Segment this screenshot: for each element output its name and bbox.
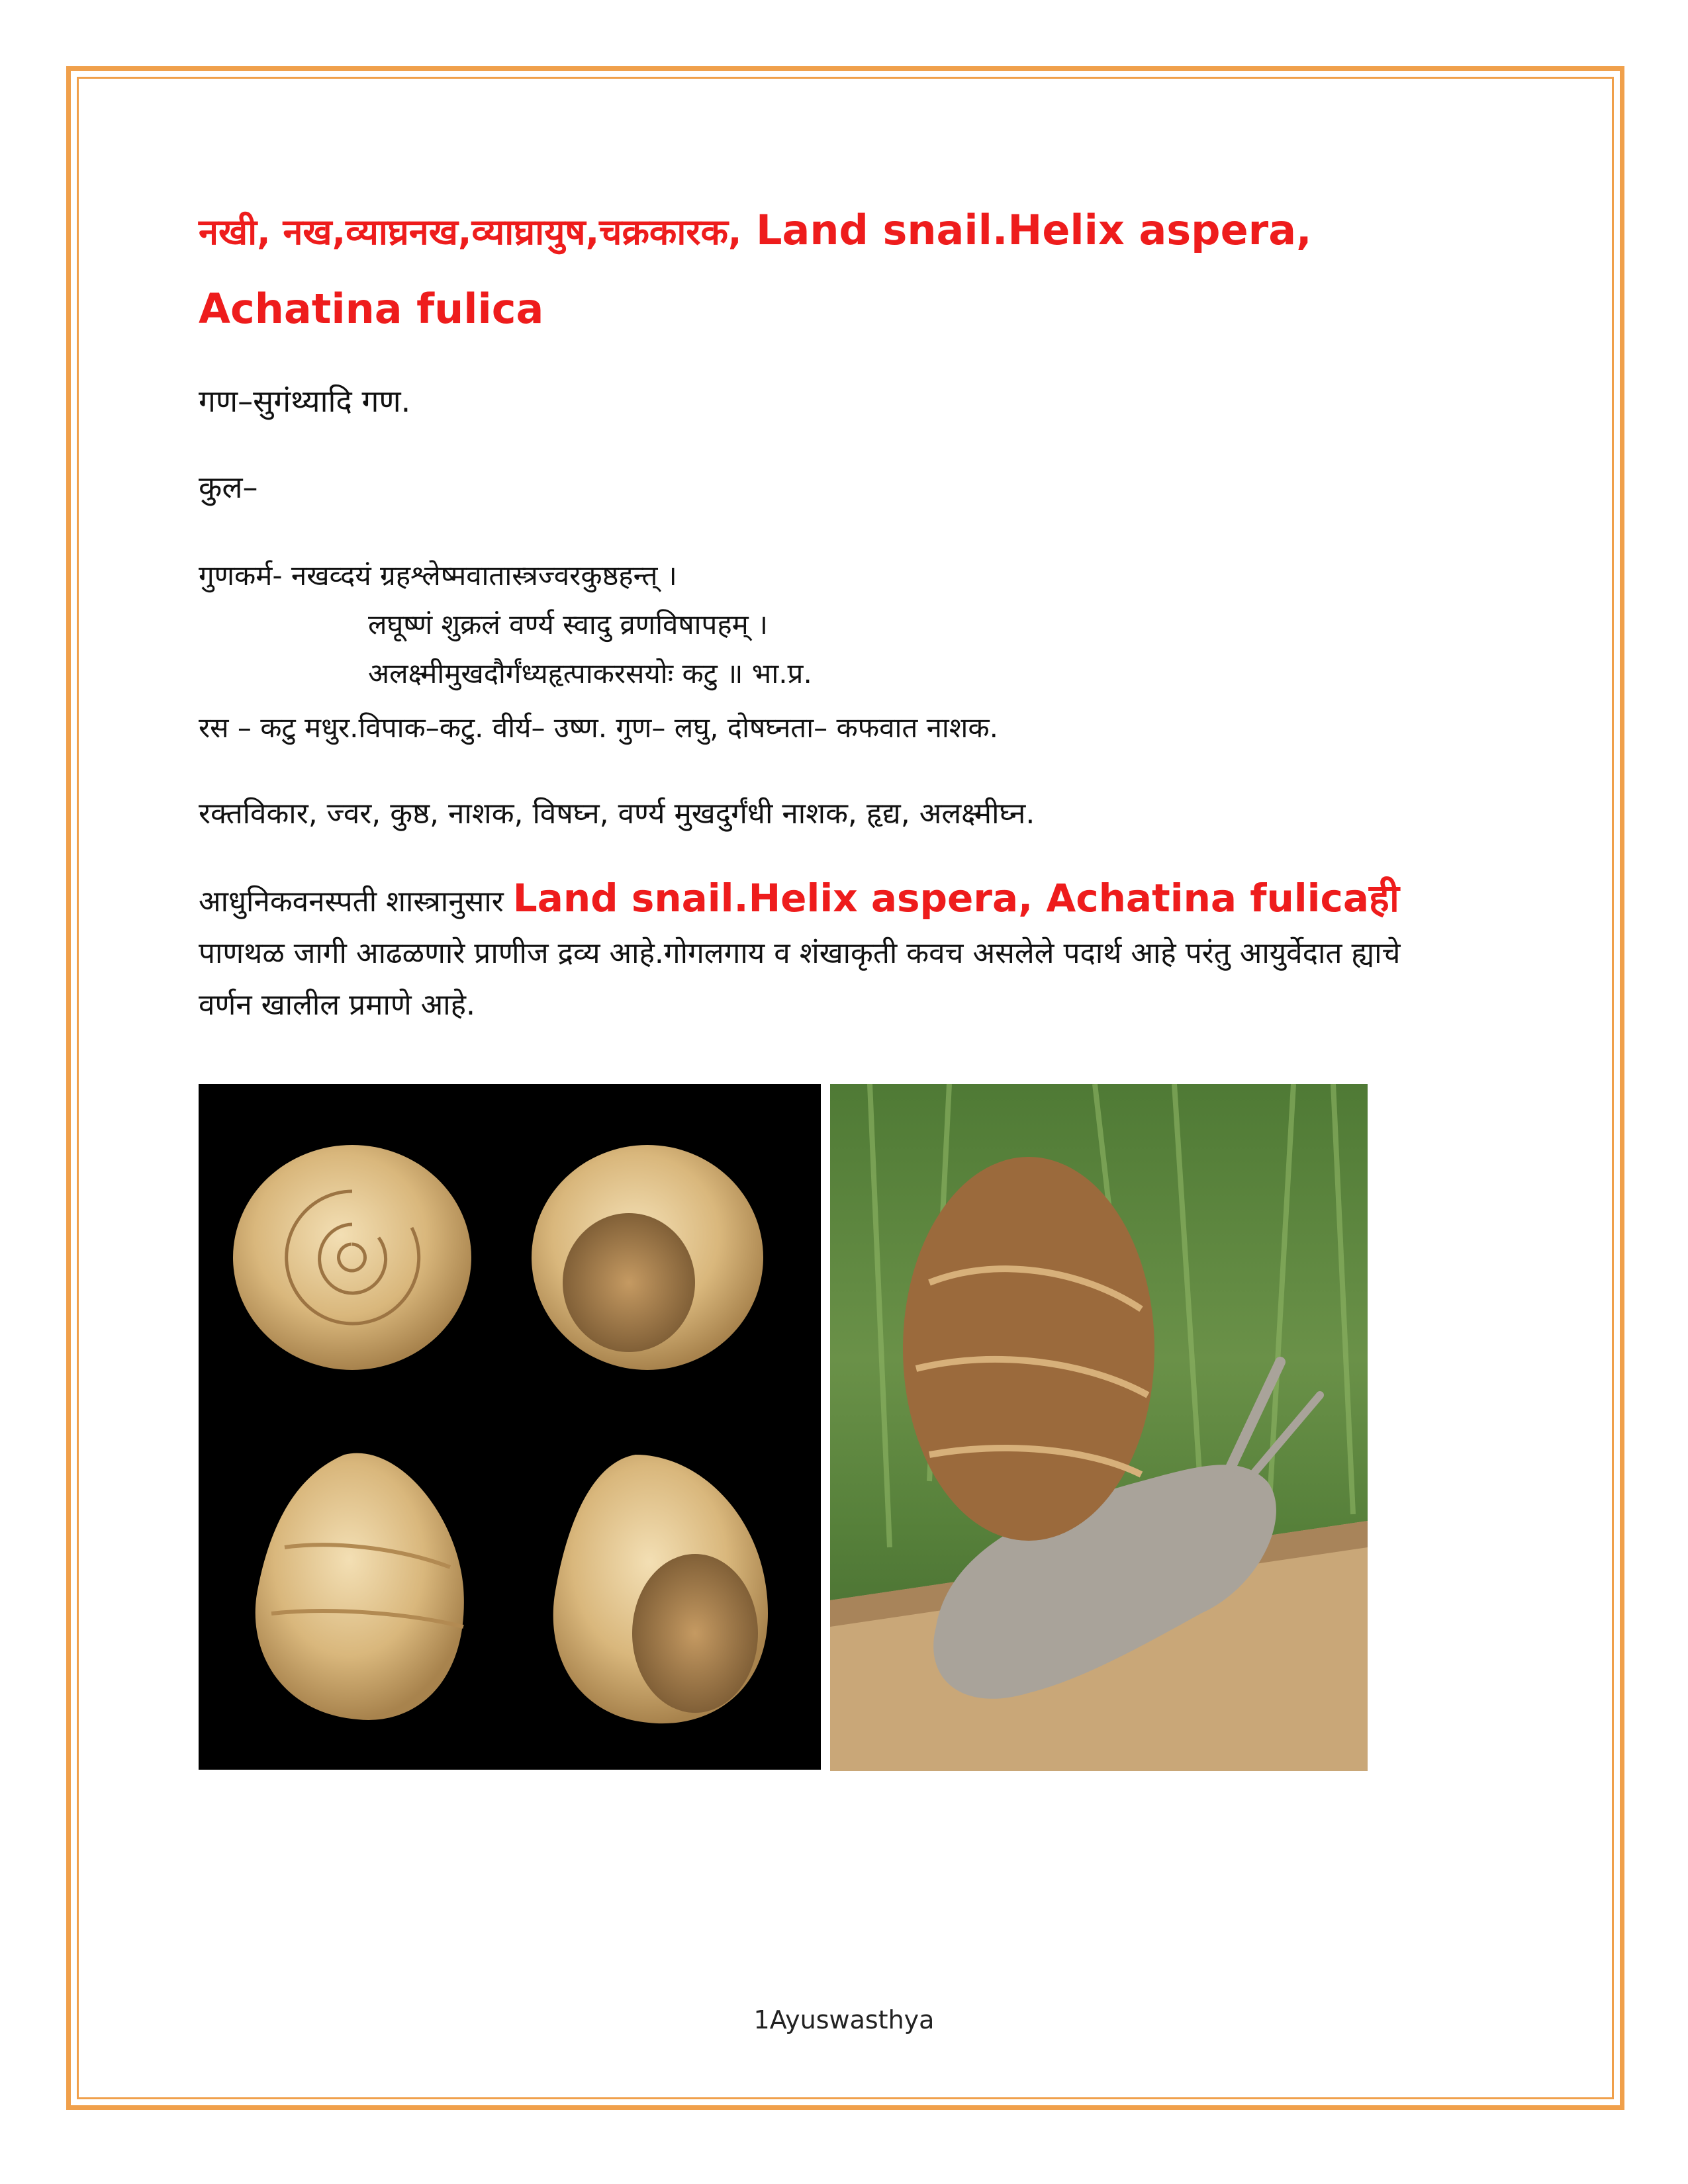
gunakarma-line-2: लघूष्णं शुक्रलं वर्ण्य स्वादु व्रणविषापहम् ।: [368, 608, 769, 641]
modern-prefix: आधुनिकवनस्पती शास्त्रानुसार: [199, 885, 513, 919]
shell-aperture-view: [553, 1455, 768, 1723]
shell-bottom-view: [532, 1145, 763, 1370]
page-footer: 1Ayuswasthya: [753, 2005, 935, 2034]
title-latin: Land snail.Helix aspera, Achatina fulica: [199, 206, 1312, 333]
modern-description: [199, 872, 1456, 1031]
gunakarma-line-1: गुणकर्म- नखव्दयं ग्रहश्लेष्मवातास्त्रज्वरकुष्ठहन्त् ।: [199, 559, 677, 592]
modern-highlight: Land snail.Helix aspera, Achatina fulicaही: [512, 876, 1399, 921]
live-snail-image: [830, 1084, 1368, 1771]
snail-shell: [903, 1157, 1154, 1541]
uses-line: रक्तविकार, ज्वर, कुष्ठ, नाशक, विषघ्न, वर्ण्य मुखदुर्गंधी नाशक, हृद्य, अलक्ष्मीघ्न.: [199, 797, 1035, 831]
rasa-properties-line: रस – कटु मधुर.विपाक–कटु. वीर्य– उष्ण. गुण– लघु, दोषघ्नता– कफवात नाशक.: [199, 711, 998, 744]
gana-line: गण–सुगंथ्यादि गण.: [199, 383, 411, 419]
shell-top-view: [233, 1145, 471, 1370]
modern-text: पाणथळ जागी आढळणारे प्राणीज द्रव्य आहे.गोगलगाय व शंखाकृती कवच असलेले पदार्थ आहे परंतु आयुर्वेदात ह्याचे वर्णन खालील प्रमाणे आहे.: [199, 936, 1401, 1022]
kula-line: कुल–: [199, 469, 258, 505]
gunakarma-line-3: अलक्ष्मीमुखदौर्गंध्यहृत्पाकरसयोः कटु ॥ भा.प्र.: [368, 657, 812, 690]
snail-shells-image: [199, 1084, 821, 1770]
title-devanagari: नखी, नख,व्याघ्रनख,व्याघ्रायुष,चक्रकारक,: [199, 211, 742, 253]
page-title: [199, 192, 1509, 347]
shell-side-view: [256, 1453, 464, 1720]
